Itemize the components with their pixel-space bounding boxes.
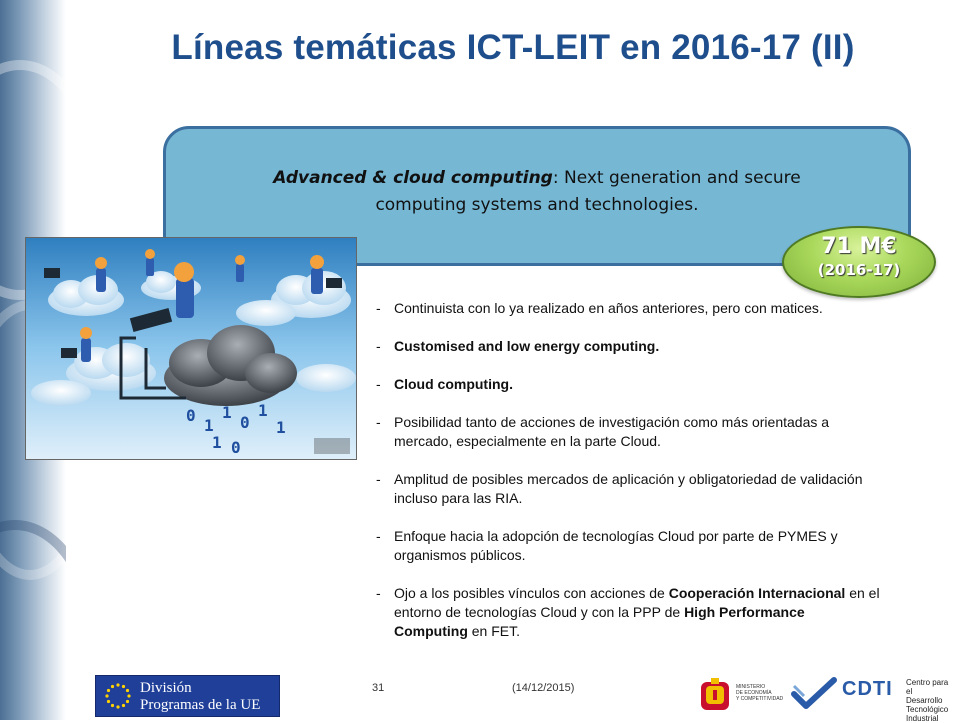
eu-division-logo bbox=[95, 675, 280, 717]
banner-line2: computing systems and technologies. bbox=[375, 195, 699, 215]
eu-line1: División bbox=[140, 680, 192, 696]
svg-text:0: 0 bbox=[186, 406, 196, 425]
spain-coat-of-arms-icon bbox=[698, 676, 732, 714]
svg-text:1: 1 bbox=[204, 416, 214, 435]
cdti-logo bbox=[790, 676, 949, 723]
page-date: (14/12/2015) bbox=[512, 682, 575, 694]
eu-flag-icon bbox=[102, 680, 134, 712]
svg-text:1: 1 bbox=[276, 418, 286, 437]
svg-text:0: 0 bbox=[231, 438, 241, 457]
page-number: 31 bbox=[372, 682, 385, 694]
cloud-computing-illustration bbox=[25, 237, 357, 460]
ministry-logo bbox=[698, 676, 788, 716]
slide-title: Líneas temáticas ICT-LEIT en 2016-17 (II) bbox=[171, 28, 855, 67]
budget-amount: 71 M€ bbox=[821, 234, 897, 259]
cdti-logo-icon bbox=[790, 676, 838, 712]
svg-text:1: 1 bbox=[222, 403, 232, 422]
cdti-wordmark: CDTI bbox=[842, 678, 893, 700]
banner-line1-rest: Next generation and secure bbox=[558, 168, 801, 188]
list-item: - Continuista con lo ya realizado en años anteriores, pero con matices. bbox=[376, 300, 823, 316]
list-item: - Customised and low energy computing. bbox=[376, 338, 660, 354]
eu-division-text bbox=[140, 680, 260, 714]
ministry-text: MINISTERIO DE ECONOMÍA Y COMPETITIVIDAD bbox=[736, 684, 784, 702]
budget-period: (2016-17) bbox=[817, 261, 901, 279]
list-item: - Ojo a los posibles vínculos con acciones de Cooperación Internacional en el entorno de tecnologías Cloud y con la PPP de High Performance Computing en FET. bbox=[376, 585, 880, 639]
svg-text:0: 0 bbox=[240, 413, 250, 432]
cloud-computing-illustration-svg bbox=[26, 238, 356, 459]
list-item: - Amplitud de posibles mercados de aplicación y obligatoriedad de validación incluso para las RIA. bbox=[376, 471, 863, 506]
budget-badge bbox=[782, 226, 936, 298]
banner-text bbox=[166, 165, 908, 219]
bullet-list bbox=[372, 299, 882, 660]
eu-line2: Programas de la UE bbox=[140, 697, 261, 713]
banner-colon: : bbox=[552, 168, 559, 188]
list-item: - Enfoque hacia la adopción de tecnologías Cloud por parte de PYMES y organismos públicos. bbox=[376, 528, 838, 563]
svg-text:1: 1 bbox=[258, 401, 268, 420]
cdti-subtitle: Centro para el Desarrollo Tecnológico Industrial bbox=[906, 678, 949, 723]
list-item: - Cloud computing. bbox=[376, 376, 513, 392]
banner-topic: Advanced & cloud computing bbox=[273, 168, 553, 188]
list-item: - Posibilidad tanto de acciones de investigación como más orientadas a mercado, especialmente en la parte Cloud. bbox=[376, 414, 830, 449]
svg-text:1: 1 bbox=[212, 433, 222, 452]
